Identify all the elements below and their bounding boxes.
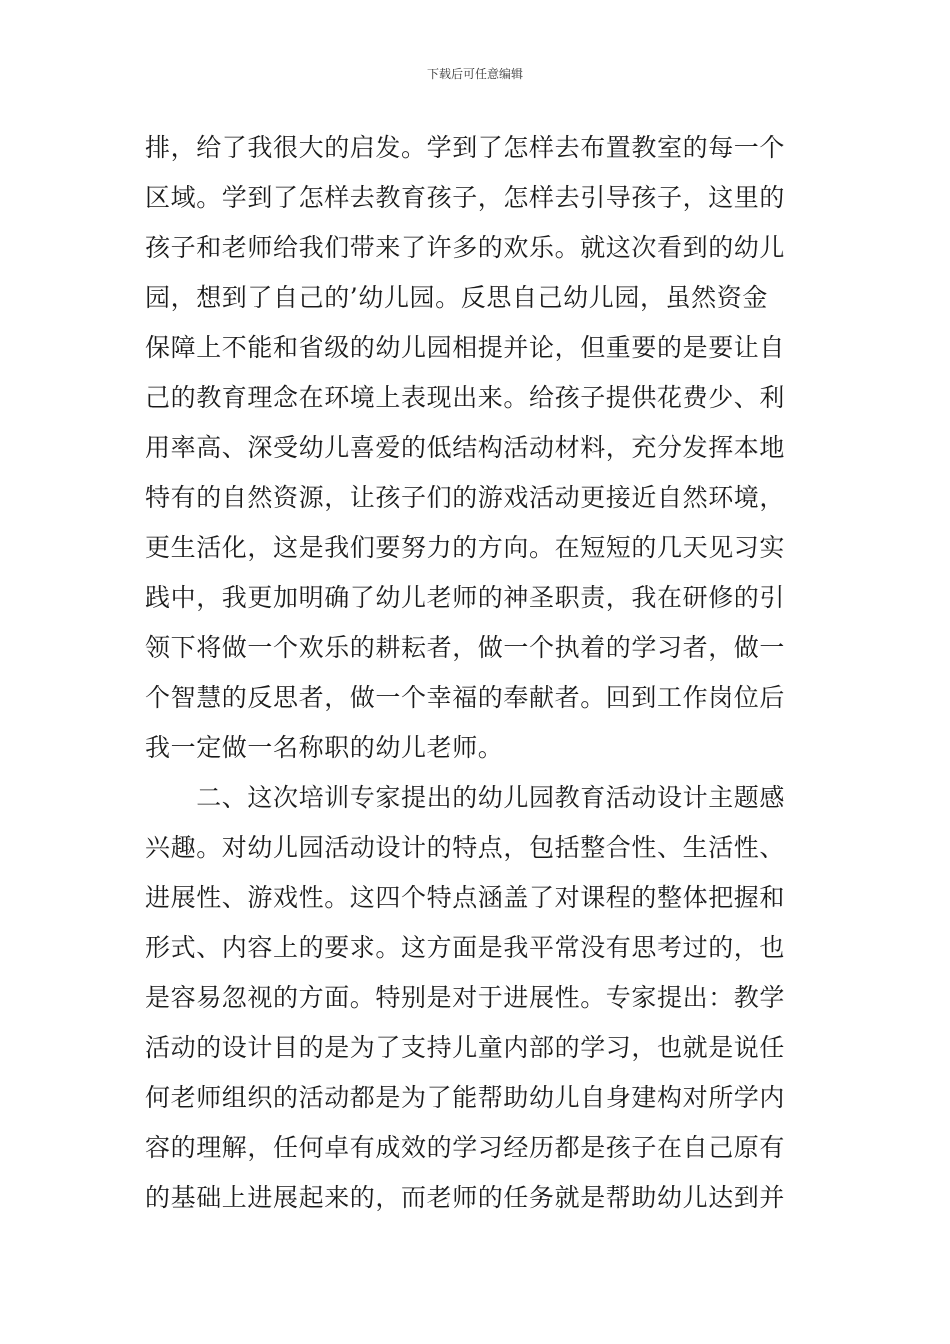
text-line: 容的理解，任何卓有成效的学习经历都是孩子在自己原有 xyxy=(145,1133,786,1162)
text-line: 践中，我更加明确了幼儿老师的神圣职责，我在研修的引 xyxy=(145,583,786,612)
text-line: 个智慧的反思者，做一个幸福的奉献者。回到工作岗位后 xyxy=(145,683,786,712)
text-line: 的基础上进展起来的，而老师的任务就是帮助幼儿达到并 xyxy=(145,1183,786,1212)
text-line: 园，想到了自己的’幼儿园。反思自己幼儿园，虽然资金 xyxy=(145,283,768,312)
text-line: 形式、内容上的要求。这方面是我平常没有思考过的，也 xyxy=(145,933,786,962)
text-line: 区域。学到了怎样去教育孩子，怎样去引导孩子，这里的 xyxy=(145,183,786,212)
text-line: 领下将做一个欢乐的耕耘者，做一个执着的学习者，做一 xyxy=(145,633,786,662)
text-line: 孩子和老师给我们带来了许多的欢乐。就这次看到的幼儿 xyxy=(145,233,786,262)
text-line: 兴趣。对幼儿园活动设计的特点，包括整合性、生活性、 xyxy=(145,833,786,862)
page-header: 下载后可任意编辑 xyxy=(426,67,523,81)
document-body xyxy=(145,123,811,1223)
text-line: 用率高、深受幼儿喜爱的低结构活动材料，充分发挥本地 xyxy=(145,433,786,462)
text-line: 特有的自然资源，让孩子们的游戏活动更接近自然环境， xyxy=(145,483,786,512)
text-line: 何老师组织的活动都是为了能帮助幼儿自身建构对所学内 xyxy=(145,1083,786,1112)
text-line: 更生活化，这是我们要努力的方向。在短短的几天见习实 xyxy=(145,533,786,562)
text-line: 己的教育理念在环境上表现出来。给孩子提供花费少、利 xyxy=(145,383,786,412)
text-line: 保障上不能和省级的幼儿园相提并论，但重要的是要让自 xyxy=(145,333,786,362)
text-line: 排，给了我很大的启发。学到了怎样去布置教室的每一个 xyxy=(145,133,786,162)
text-line: 我一定做一名称职的幼儿老师。 xyxy=(145,733,504,762)
text-line: 活动的设计目的是为了支持儿童内部的学习，也就是说任 xyxy=(145,1033,786,1062)
text-line: 二、这次培训专家提出的幼儿园教育活动设计主题感 xyxy=(145,783,786,812)
text-line: 是容易忽视的方面。特别是对于进展性。专家提出：教学 xyxy=(145,983,786,1012)
text-line: 进展性、游戏性。这四个特点涵盖了对课程的整体把握和 xyxy=(145,883,786,912)
